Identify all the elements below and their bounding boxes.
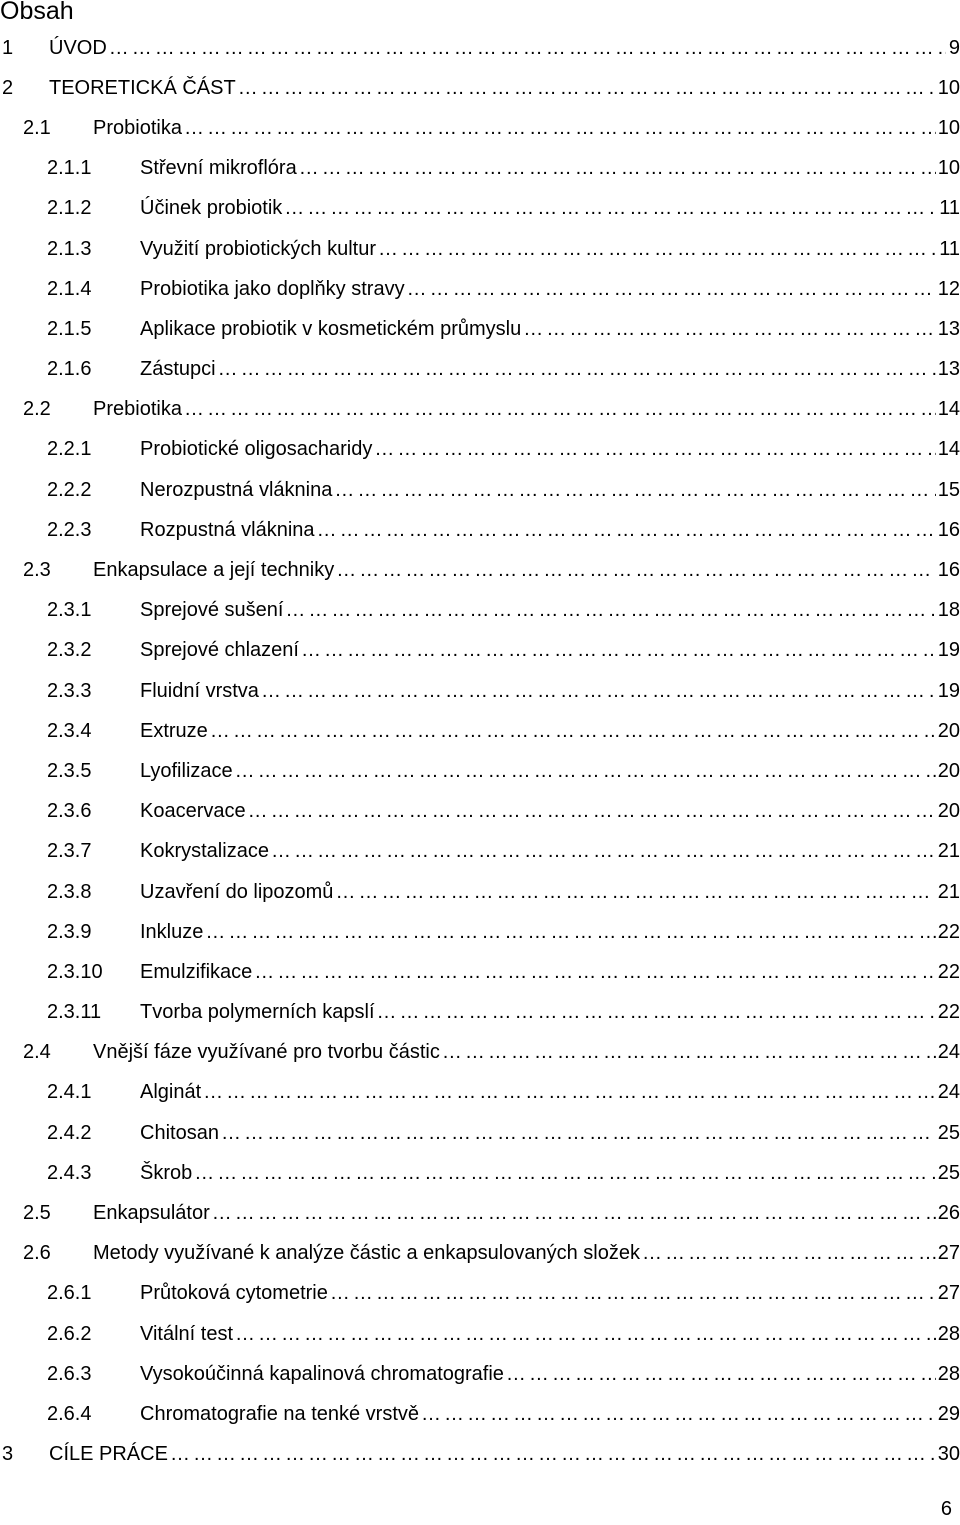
toc-entry[interactable] (0, 470, 960, 510)
toc-dot-leader (221, 1122, 936, 1145)
toc-entry[interactable] (0, 1193, 960, 1233)
toc-entry[interactable] (0, 1073, 960, 1113)
toc-entry-page: 20 (937, 759, 960, 782)
toc-entry-number: 2.3.10 (47, 960, 103, 983)
toc-entry-title: Fluidní vrstva (140, 679, 259, 702)
toc-dot-leader (377, 1001, 936, 1024)
toc-entry[interactable] (0, 872, 960, 912)
toc-entry-number: 2.2 (23, 398, 51, 421)
toc-dot-leader (407, 278, 936, 301)
toc-entry-number: 2.4.1 (47, 1081, 92, 1104)
toc-entry[interactable] (0, 28, 960, 68)
toc-entry-title: Probiotické oligosacharidy (140, 438, 373, 461)
toc-entry-title: Průtoková cytometrie (140, 1282, 328, 1305)
toc-entry-page: 29 (937, 1402, 960, 1425)
toc-entry-number: 2.6.3 (47, 1362, 92, 1385)
toc-entry-title: Enkapsulace a její techniky (93, 559, 335, 582)
toc-entry-page: 11 (939, 197, 960, 220)
toc-entry-number: 2.2.3 (47, 518, 92, 541)
toc-dot-leader (317, 519, 936, 542)
toc-entry-number: 2.6.2 (47, 1322, 92, 1345)
toc-entry-number: 2.3.4 (47, 719, 92, 742)
page-number: 6 (940, 1498, 952, 1520)
toc-entry-number: 2.1.3 (47, 237, 92, 260)
toc-entry-number: 2.3.6 (47, 800, 92, 823)
toc-entry-title: Chromatografie na tenké vrstvě (140, 1402, 420, 1425)
toc-entry[interactable] (0, 1033, 960, 1073)
toc-entry-page: 20 (937, 719, 960, 742)
toc-dot-leader (271, 840, 936, 863)
toc-entry-title: Emulzifikace (140, 960, 253, 983)
toc-entry-number: 2.1.2 (47, 197, 92, 220)
toc-dot-leader (421, 1403, 936, 1426)
toc-entry-title: Vitální test (140, 1322, 234, 1345)
toc-entry-page: 22 (937, 960, 960, 983)
toc-dot-leader (642, 1242, 936, 1265)
toc-dot-leader (284, 197, 937, 220)
toc-entry-number: 2.3.9 (47, 920, 92, 943)
toc-entry-page: 10 (937, 116, 960, 139)
toc-entry-page: 25 (937, 1161, 960, 1184)
toc-dot-leader (335, 881, 935, 904)
toc-entry-page: 28 (937, 1362, 960, 1385)
toc-dot-leader (109, 37, 946, 60)
toc-entry-page: 24 (937, 1081, 960, 1104)
toc-entry-page: 14 (937, 438, 960, 461)
toc-entry-number: 2.6.1 (47, 1282, 92, 1305)
toc-dot-leader (235, 760, 936, 783)
toc-dot-leader (330, 1282, 936, 1305)
toc-dot-leader (205, 921, 935, 944)
toc-entry[interactable] (0, 1394, 960, 1434)
toc-entry[interactable] (0, 68, 960, 108)
toc-entry-title: Metody využívané k analýze částic a enkapsulovaných složek (93, 1242, 640, 1265)
toc-entry-page: 14 (937, 398, 960, 421)
toc-dot-leader (184, 117, 936, 140)
toc-entry-number: 2.3 (23, 559, 51, 582)
toc-dot-leader (261, 680, 936, 703)
toc-entry-page: 15 (937, 478, 960, 501)
toc-dot-leader (523, 318, 936, 341)
toc-entry-title: Probiotika (93, 116, 182, 139)
toc-entry[interactable] (0, 229, 960, 269)
toc-entry-number: 2.5 (23, 1202, 51, 1225)
toc-entry[interactable] (0, 711, 960, 751)
toc-entry-number: 2.3.7 (47, 840, 92, 863)
toc-entry-number: 2.1.4 (47, 277, 92, 300)
toc-dot-leader (442, 1041, 936, 1064)
toc-entry[interactable] (0, 631, 960, 671)
toc-entry-number: 2.6.4 (47, 1402, 92, 1425)
toc-entry-number: 2.2.2 (47, 478, 92, 501)
toc-entry-title: Vysokoúčinná kapalinová chromatografie (140, 1362, 504, 1385)
toc-entry-title: Extruze (140, 719, 208, 742)
toc-dot-leader (285, 599, 935, 622)
toc-entry[interactable] (0, 751, 960, 791)
toc-entry[interactable] (0, 832, 960, 872)
toc-entry-title: Alginát (140, 1081, 202, 1104)
toc-entry-page: 22 (937, 920, 960, 943)
toc-entry-number: 2.1.1 (47, 157, 92, 180)
toc-entry-number: 1 (2, 36, 14, 59)
toc-entry-number: 2.3.1 (47, 599, 92, 622)
toc-entry-number: 2.1.5 (47, 317, 92, 340)
toc-entry[interactable] (0, 993, 960, 1033)
toc-entry[interactable] (0, 1113, 960, 1153)
toc-entry[interactable] (0, 1153, 960, 1193)
toc-entry-title: Uzavření do lipozomů (140, 880, 334, 903)
toc-dot-leader (212, 1202, 936, 1225)
toc-entry-title: Sprejové sušení (140, 599, 284, 622)
toc-entry-page: 12 (937, 277, 960, 300)
toc-entry-title: Využití probiotických kultur (140, 237, 377, 260)
toc-entry-title: Prebiotika (93, 398, 182, 421)
toc-entry-title: Zástupci (140, 358, 216, 381)
toc-entry[interactable] (0, 430, 960, 470)
toc-entry-title: Enkapsulátor (93, 1202, 210, 1225)
toc-entry-title: TEORETICKÁ ČÁST (49, 76, 236, 99)
toc-dot-leader (301, 639, 936, 662)
toc-entry-page: 13 (937, 317, 960, 340)
toc-entry[interactable] (0, 309, 960, 349)
toc-entry-title: Střevní mikroflóra (140, 157, 297, 180)
toc-entry-page: 19 (937, 679, 960, 702)
toc-entry-number: 2.2.1 (47, 438, 92, 461)
toc-entry-page: 20 (937, 800, 960, 823)
toc-entry-title: Nerozpustná vláknina (140, 478, 333, 501)
toc-entry-page: 27 (937, 1282, 960, 1305)
toc-entry-title: Koacervace (140, 800, 246, 823)
toc-entry-number: 2.3.8 (47, 880, 92, 903)
toc-entry[interactable] (0, 1435, 960, 1475)
toc-entry-number: 3 (2, 1443, 14, 1466)
table-of-contents (0, 28, 960, 1475)
toc-entry-number: 2.1.6 (47, 358, 92, 381)
toc-dot-leader (334, 479, 935, 502)
toc-entry[interactable] (0, 390, 960, 430)
toc-dot-leader (506, 1363, 936, 1386)
toc-entry-title: Kokrystalizace (140, 840, 269, 863)
toc-dot-leader (184, 398, 936, 421)
toc-entry-page: 25 (937, 1121, 960, 1144)
toc-dot-leader (210, 720, 936, 743)
toc-entry-title: Vnější fáze využívané pro tvorbu částic (93, 1041, 440, 1064)
toc-entry[interactable] (0, 149, 960, 189)
toc-dot-leader (194, 1162, 936, 1185)
toc-entry-title: Inkluze (140, 920, 204, 943)
toc-entry-title: CÍLE PRÁCE (49, 1443, 168, 1466)
toc-entry-number: 2.4.2 (47, 1121, 92, 1144)
toc-entry-title: Probiotika jako doplňky stravy (140, 277, 405, 300)
toc-entry-number: 2.4 (23, 1041, 51, 1064)
toc-entry-number: 2 (2, 76, 14, 99)
toc-entry-number: 2.3.5 (47, 759, 92, 782)
toc-dot-leader (299, 157, 936, 180)
toc-entry-title: Lyofilizace (140, 759, 233, 782)
toc-heading: Obsah (0, 0, 74, 25)
toc-entry-number: 2.3.11 (47, 1001, 102, 1024)
toc-entry-page: 30 (937, 1443, 960, 1466)
toc-entry-title: ÚVOD (49, 36, 107, 59)
toc-entry[interactable] (0, 350, 960, 390)
toc-entry-page: 9 (948, 36, 960, 59)
toc-entry[interactable] (0, 269, 960, 309)
toc-entry-title: Sprejové chlazení (140, 639, 299, 662)
toc-dot-leader (248, 800, 936, 823)
toc-entry-title: Chitosan (140, 1121, 219, 1144)
toc-entry-page: 10 (937, 157, 960, 180)
toc-dot-leader (374, 438, 935, 461)
toc-entry[interactable] (0, 1314, 960, 1354)
toc-dot-leader (235, 1323, 936, 1346)
toc-entry-page: 13 (937, 358, 960, 381)
toc-entry[interactable] (0, 189, 960, 229)
toc-entry[interactable] (0, 912, 960, 952)
toc-entry[interactable] (0, 792, 960, 832)
toc-entry-page: 21 (937, 880, 960, 903)
toc-entry-number: 2.4.3 (47, 1161, 92, 1184)
toc-entry-page: 16 (937, 559, 960, 582)
toc-entry-page: 16 (937, 518, 960, 541)
toc-entry-page: 26 (937, 1202, 960, 1225)
toc-dot-leader (378, 238, 937, 261)
toc-dot-leader (254, 961, 935, 984)
toc-entry[interactable] (0, 671, 960, 711)
toc-dot-leader (170, 1443, 936, 1466)
toc-entry-number: 2.1 (23, 116, 51, 139)
toc-entry[interactable] (0, 591, 960, 631)
toc-entry-title: Škrob (140, 1161, 193, 1184)
toc-entry-page: 22 (937, 1001, 960, 1024)
toc-dot-leader (203, 1081, 936, 1104)
toc-entry[interactable] (0, 1354, 960, 1394)
toc-entry[interactable] (0, 1274, 960, 1314)
toc-entry-page: 18 (937, 599, 960, 622)
toc-entry[interactable] (0, 952, 960, 992)
toc-entry[interactable] (0, 510, 960, 550)
toc-entry-page: 21 (937, 840, 960, 863)
toc-dot-leader (218, 358, 936, 381)
toc-entry-number: 2.6 (23, 1242, 51, 1265)
toc-entry-title: Tvorba polymerních kapslí (140, 1001, 375, 1024)
toc-entry-title: Rozpustná vláknina (140, 518, 315, 541)
toc-entry-page: 28 (937, 1322, 960, 1345)
toc-entry[interactable] (0, 1234, 960, 1274)
toc-entry-number: 2.3.2 (47, 639, 92, 662)
toc-entry-page: 24 (937, 1041, 960, 1064)
toc-entry-page: 27 (937, 1242, 960, 1265)
toc-entry-page: 11 (939, 237, 960, 260)
toc-entry-page: 19 (937, 639, 960, 662)
toc-dot-leader (336, 559, 936, 582)
toc-entry-page: 10 (937, 76, 960, 99)
toc-entry-title: Účinek probiotik (140, 197, 283, 220)
toc-dot-leader (238, 77, 936, 100)
toc-entry[interactable] (0, 550, 960, 590)
toc-entry-title: Aplikace probiotik v kosmetickém průmyslu (140, 317, 522, 340)
toc-entry-number: 2.3.3 (47, 679, 92, 702)
toc-entry[interactable] (0, 108, 960, 148)
